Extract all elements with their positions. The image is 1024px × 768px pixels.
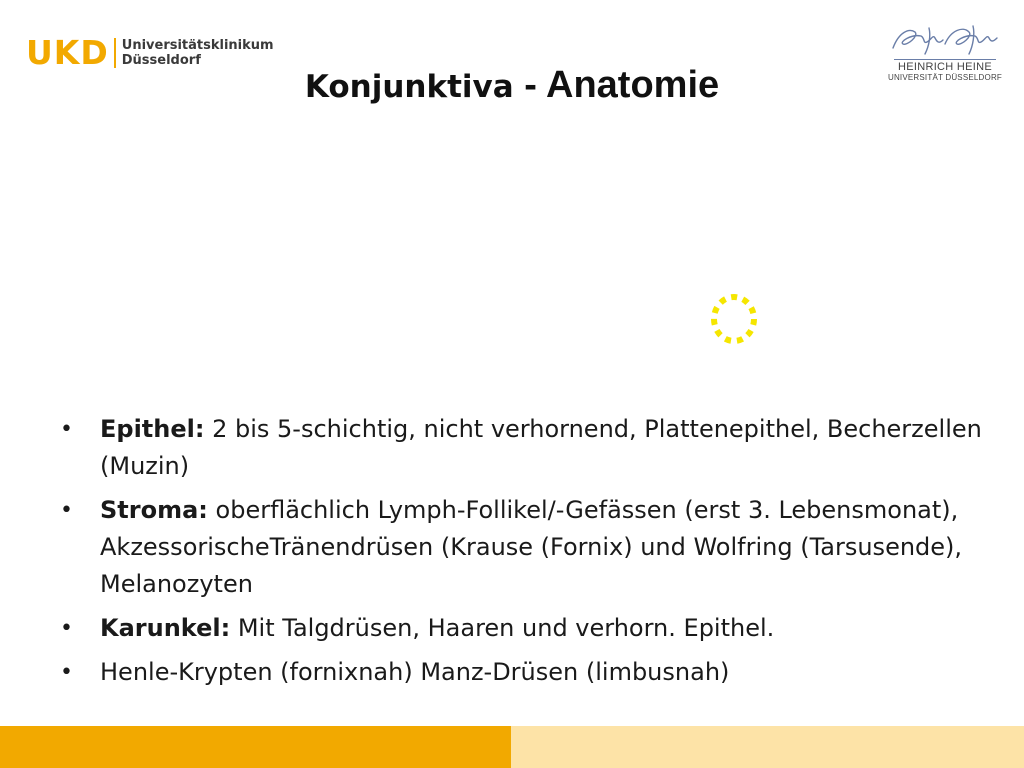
bullet-term: Epithel: <box>100 415 205 443</box>
slide-title-sub: - Anatomie <box>513 64 720 106</box>
bullet-text: 2 bis 5-schichtig, nicht verhornend, Plattenepithel, Becherzellen (Muzin) <box>100 415 982 480</box>
ukd-logo-line1: Universitätsklinikum <box>121 38 274 53</box>
bullet-item-stroma <box>60 492 995 603</box>
bullet-item-epithel <box>60 411 995 485</box>
bullet-dot-icon: • <box>60 417 73 442</box>
slide-title-main: Konjunktiva <box>304 69 514 105</box>
heinrich-heine-signature-icon <box>889 22 1001 58</box>
bullet-text: Mit Talgdrüsen, Haaren und verhorn. Epithel. <box>230 614 775 642</box>
bullet-item-henle-krypten <box>60 654 995 691</box>
ukd-logo-letters: UKD <box>26 33 109 72</box>
hhu-logo-name: HEINRICH HEINE <box>897 61 993 73</box>
bullet-text: oberflächlich Lymph-Follikel/-Gefässen (erst 3. Lebensmonat), AkzessorischeTränendrüsen (Krause (Fornix) und Wolfring (Tarsusende), Melanozyten <box>100 496 963 598</box>
bullet-text: Henle-Krypten (fornixnah) Manz-Drüsen (limbusnah) <box>100 658 730 686</box>
slide-title <box>0 61 1024 107</box>
bullet-dot-icon: • <box>60 616 73 641</box>
footer-bar <box>0 726 1024 768</box>
bullet-list <box>60 411 995 691</box>
ukd-logo-line2: Düsseldorf <box>121 53 201 68</box>
bullet-dot-icon: • <box>60 498 73 523</box>
footer-bar-right <box>511 726 1024 768</box>
hhu-logo-rule <box>894 59 996 60</box>
footer-bar-left <box>0 726 511 768</box>
dotted-circle-decoration <box>706 290 762 348</box>
bullet-item-karunkel <box>60 610 995 647</box>
bullet-term: Karunkel: <box>100 614 231 642</box>
bullet-term: Stroma: <box>100 496 208 524</box>
bullet-dot-icon: • <box>60 660 73 685</box>
hhu-logo-university: UNIVERSITÄT DÜSSELDORF <box>887 73 1003 82</box>
